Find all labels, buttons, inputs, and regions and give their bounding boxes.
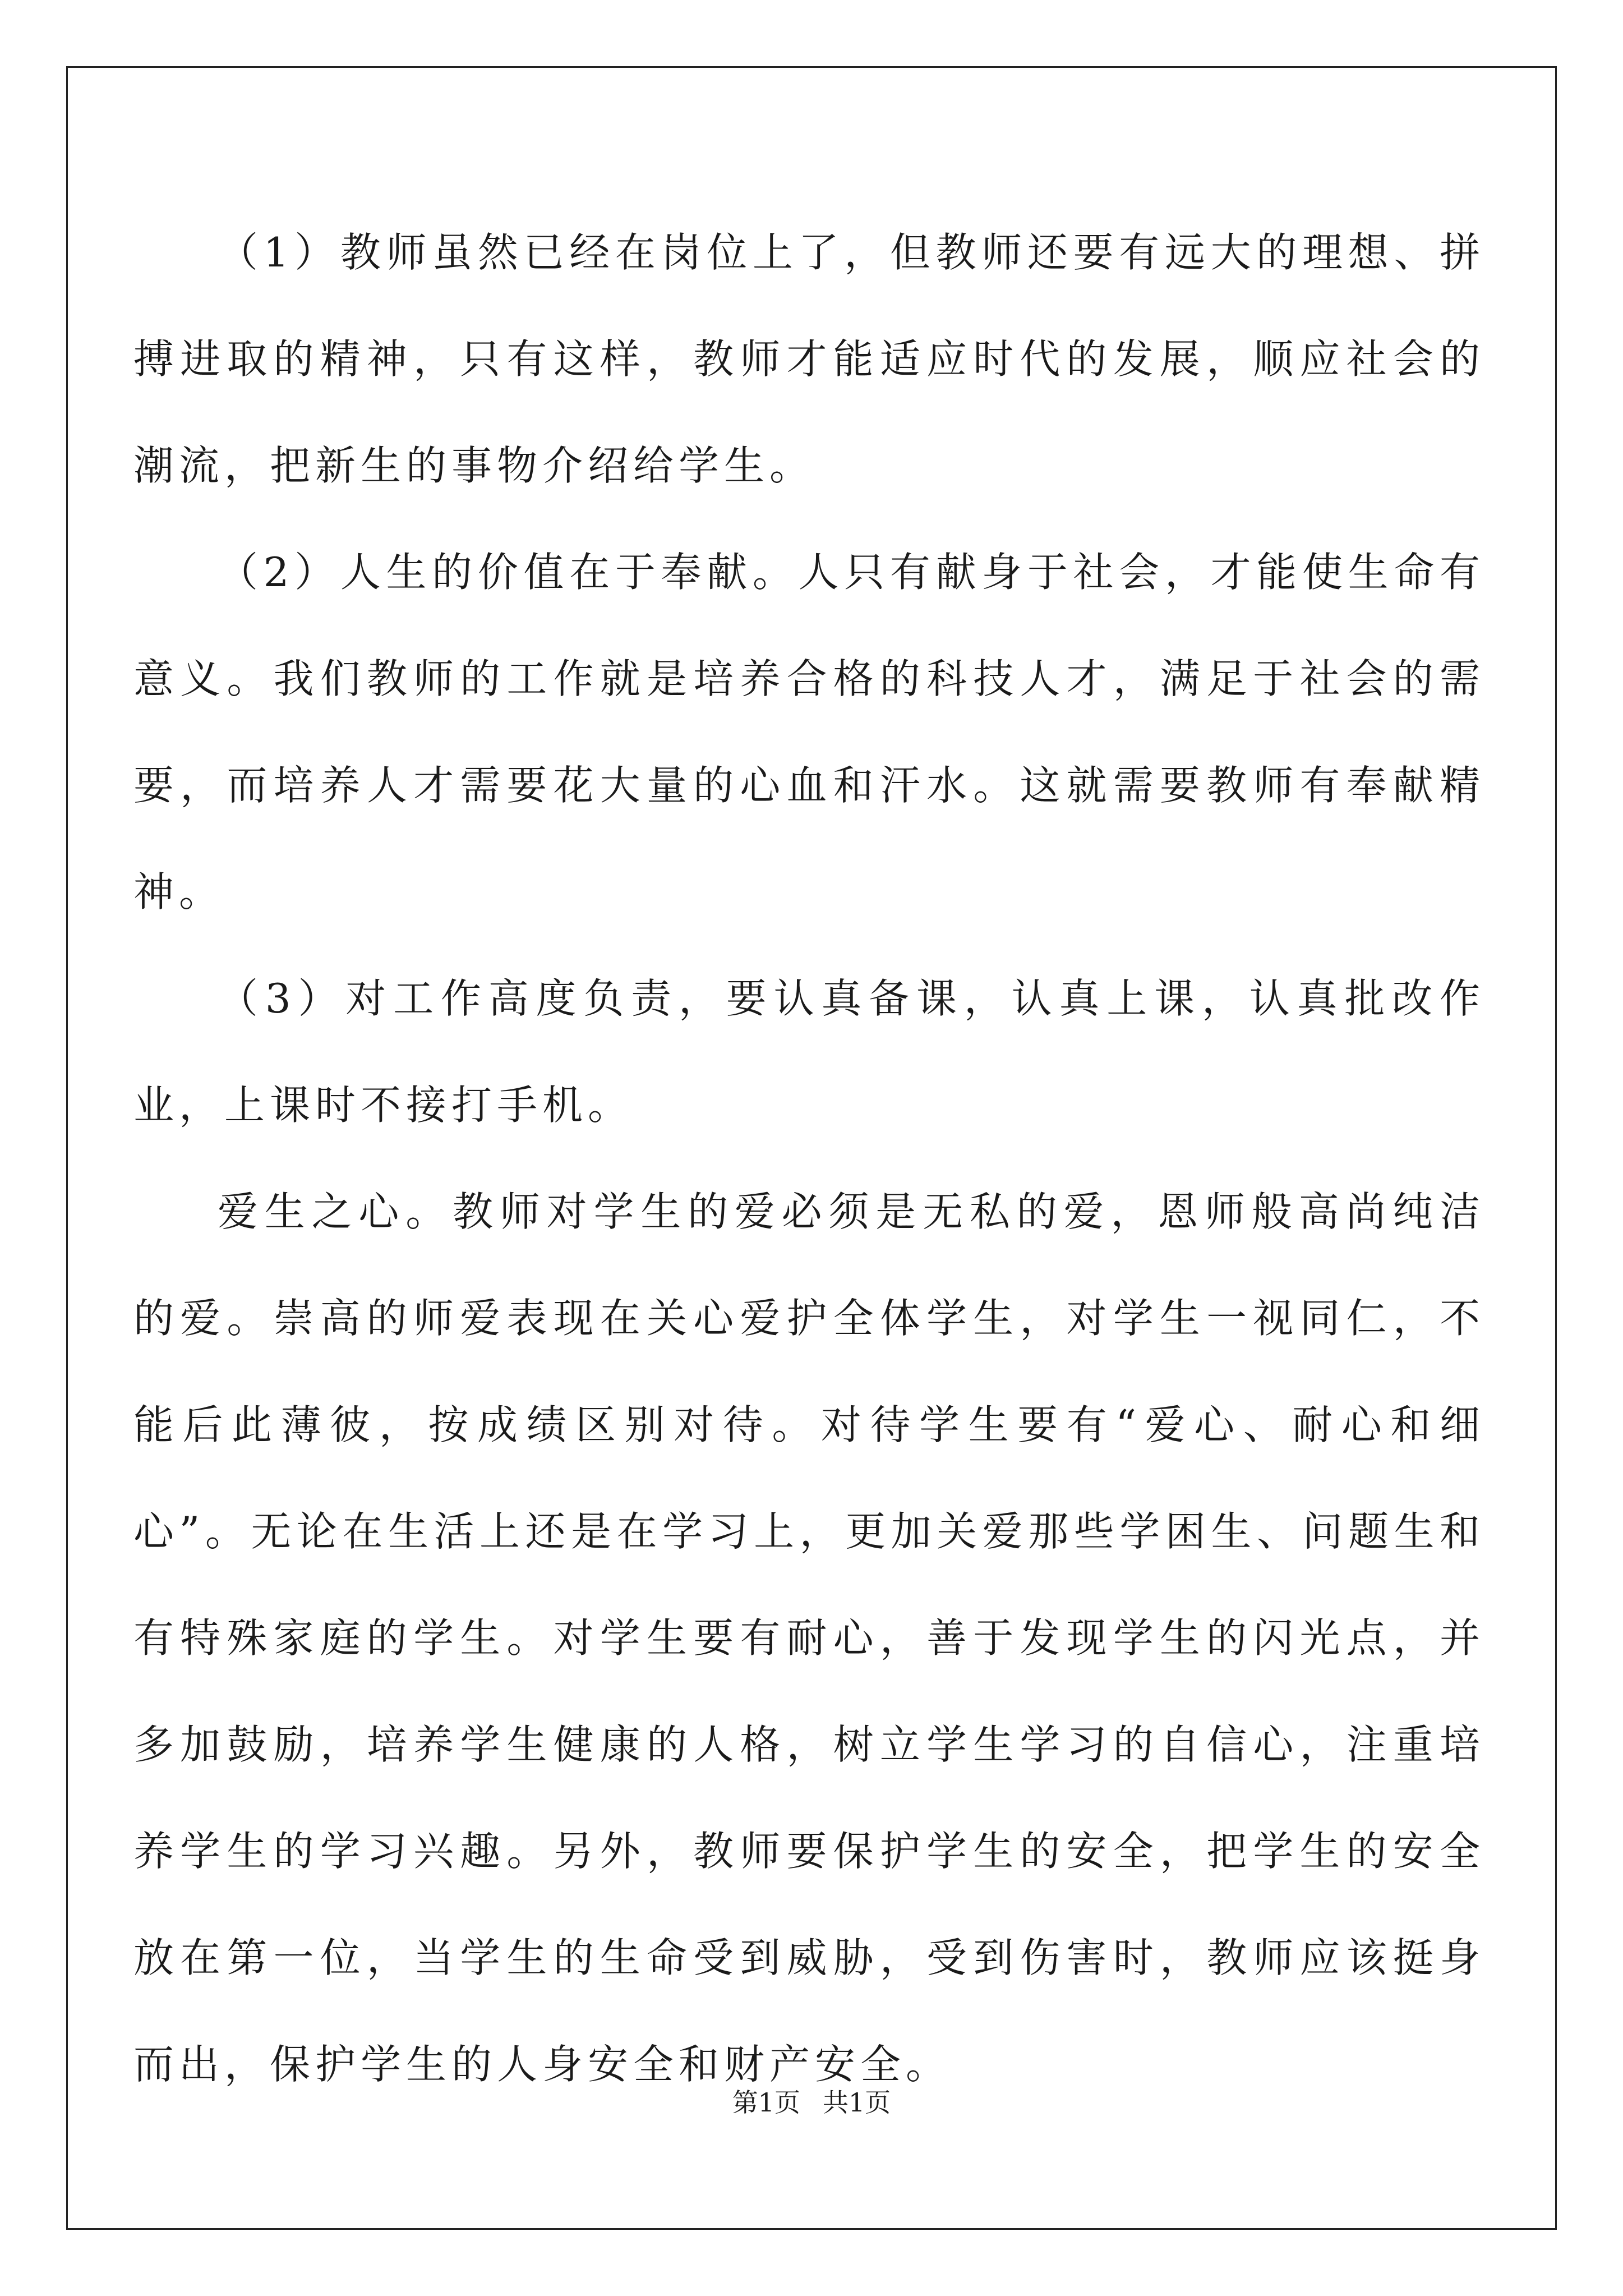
- page-number-current: 第1页: [732, 2087, 800, 2118]
- paragraph-4: 爱生之心。教师对学生的爱必须是无私的爱，恩师般高尚纯洁的爱。崇高的师爱表现在关心爱护全体学生，对学生一视同仁，不能后此薄彼，按成绩区别对待。对待学生要有“爱心、耐心和细心”。无论在生活上还是在学习上，更加关爱那些学困生、问题生和有特殊家庭的学生。对学生要有耐心，善于发现学生的闪光点，并多加鼓励，培养学生健康的人格，树立学生学习的自信心，注重培养学生的学习兴趣。另外，教师要保护学生的安全，把学生的安全放在第一位，当学生的生命受到威胁，受到伤害时，教师应该挺身而出，保护学生的人身安全和财产安全。: [133, 1188, 1485, 2088]
- paragraph-3: （3）对工作高度负责，要认真备课，认真上课，认真批改作业，上课时不接打手机。: [133, 975, 1485, 1129]
- page-number-total: 共1页: [823, 2087, 891, 2118]
- paragraph-1: （1）教师虽然已经在岗位上了，但教师还要有远大的理想、拼搏进取的精神，只有这样，教师才能适应时代的发展，顺应社会的潮流，把新生的事物介绍给学生。: [133, 229, 1485, 489]
- page-footer: [0, 2086, 1623, 2119]
- paragraph-2: （2）人生的价值在于奉献。人只有献身于社会，才能使生命有意义。我们教师的工作就是培养合格的科技人才，满足于社会的需要，而培养人才需要花大量的心血和汗水。这就需要教师有奉献精神。: [133, 549, 1485, 915]
- document-body: [133, 199, 1485, 2118]
